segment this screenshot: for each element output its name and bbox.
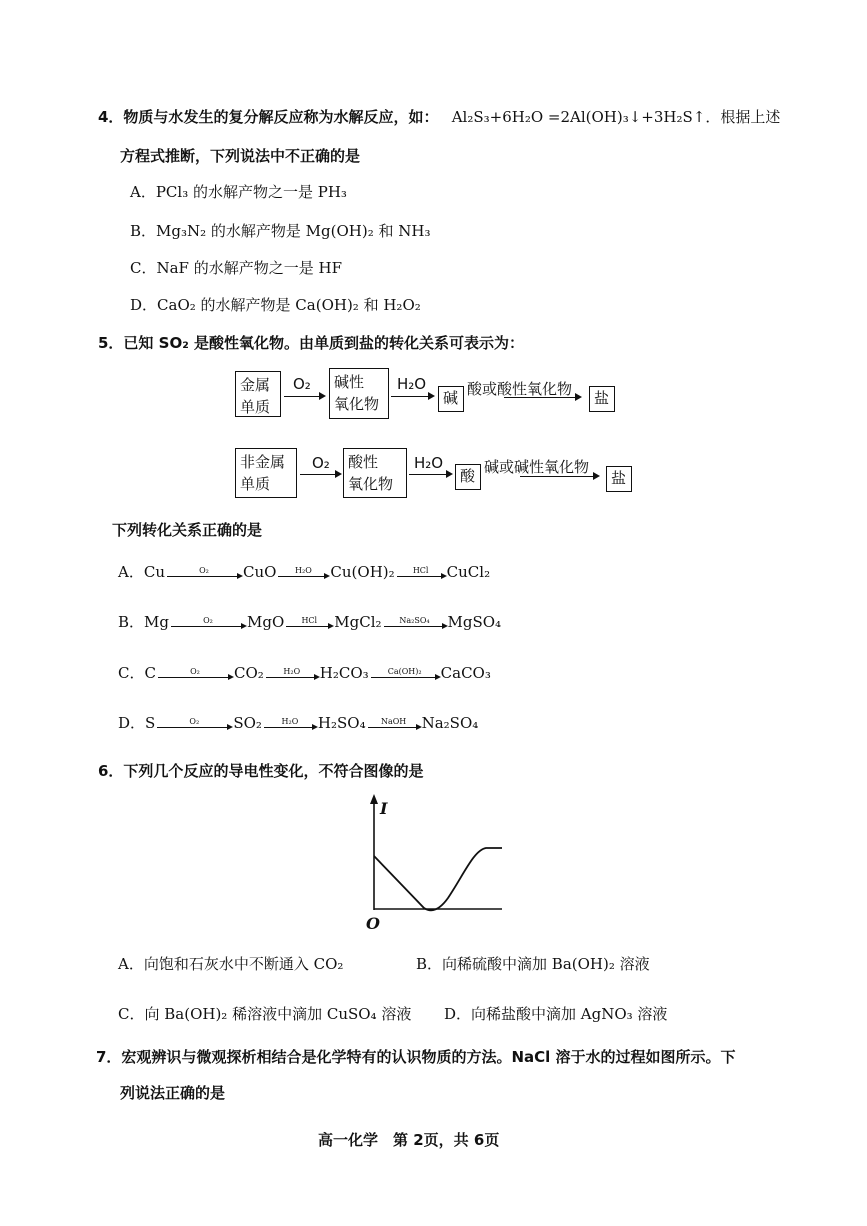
q5-option-c[interactable]: C． C O₂ CO₂ H₂O H₂CO₃ Ca(OH)₂ CaCO₃ xyxy=(118,663,491,682)
q5-prompt: 下列转化关系正确的是 xyxy=(112,521,263,539)
row1-box-base: 碱 xyxy=(438,386,464,412)
reaction-arrow: O₂ xyxy=(171,616,245,627)
q6-option-b[interactable]: B．向稀硫酸中滴加 Ba(OH)₂ 溶液 xyxy=(416,955,650,973)
reaction-arrow: HCl xyxy=(397,566,445,577)
q7-stem: 7．宏观辨识与微观探析相结合是化学特有的认识物质的方法。NaCl 溶于水的过程如图所示。下 xyxy=(96,1048,736,1066)
row1-arrow-2 xyxy=(391,396,433,397)
q5-option-d[interactable]: D． S O₂ SO₂ H₂O H₂SO₄ NaOH Na₂SO₄ xyxy=(118,713,479,732)
row2-arrow-3 xyxy=(520,476,598,477)
row1-box-salt: 盐 xyxy=(589,386,615,412)
y-axis-arrow-icon xyxy=(370,794,378,804)
reaction-arrow: H₂O xyxy=(264,717,316,728)
y-axis-label: I xyxy=(380,799,388,818)
q7-stem-line2: 列说法正确的是 xyxy=(120,1084,226,1102)
reaction-arrow: H₂O xyxy=(278,566,328,577)
conductivity-graph xyxy=(360,790,520,935)
reaction-arrow: O₂ xyxy=(158,667,232,678)
q5-option-b[interactable]: B． Mg O₂ MgO HCl MgCl₂ Na₂SO₄ MgSO₄ xyxy=(118,612,502,631)
row2-arrow-1 xyxy=(300,474,340,475)
q4-equation: Al₂S₃+6H₂O =2Al(OH)₃↓+3H₂S↑．根据上述 xyxy=(451,108,781,126)
reaction-arrow: H₂O xyxy=(266,667,318,678)
q4-option-d[interactable]: D．CaO₂ 的水解产物是 Ca(OH)₂ 和 H₂O₂ xyxy=(130,296,421,314)
reaction-arrow: O₂ xyxy=(167,566,241,577)
origin-label: O xyxy=(366,914,380,933)
q4-stem: 4．物质与水发生的复分解反应称为水解反应，如： Al₂S₃+6H₂O =2Al(OH)₃↓+3H₂S↑．根据上述 xyxy=(98,108,781,126)
q4-option-a[interactable]: A．PCl₃ 的水解产物之一是 PH₃ xyxy=(130,183,347,201)
q6-option-d[interactable]: D．向稀盐酸中滴加 AgNO₃ 溶液 xyxy=(444,1005,668,1023)
row2-box-acidic-oxide: 酸性 氧化物 xyxy=(343,448,407,498)
q6-stem: 6．下列几个反应的导电性变化，不符合图像的是 xyxy=(98,762,424,780)
reaction-arrow: O₂ xyxy=(157,717,231,728)
q4-option-b[interactable]: B．Mg₃N₂ 的水解产物是 Mg(OH)₂ 和 NH₃ xyxy=(130,222,431,240)
row1-box-metal: 金属 单质 xyxy=(235,371,281,417)
row2-box-nonmetal: 非金属 单质 xyxy=(235,448,297,498)
page-footer: 高一化学 第 2页，共 6页 xyxy=(318,1131,500,1149)
reaction-arrow: Na₂SO₄ xyxy=(384,616,446,627)
row1-box-basic-oxide: 碱性 氧化物 xyxy=(329,368,389,419)
reaction-arrow: Ca(OH)₂ xyxy=(371,667,439,678)
q6-option-c[interactable]: C．向 Ba(OH)₂ 稀溶液中滴加 CuSO₄ 溶液 xyxy=(118,1005,412,1023)
q6-option-a[interactable]: A．向饱和石灰水中不断通入 CO₂ xyxy=(118,955,344,973)
q5-option-a[interactable]: A． Cu O₂ CuO H₂O Cu(OH)₂ HCl CuCl₂ xyxy=(118,562,491,581)
row2-box-acid: 酸 xyxy=(455,464,481,490)
row1-arrow-1 xyxy=(284,396,324,397)
reaction-arrow: HCl xyxy=(286,616,332,627)
q4-option-c[interactable]: C．NaF 的水解产物之一是 HF xyxy=(130,259,342,277)
row2-arrow-2 xyxy=(409,474,451,475)
q4-stem-line2: 方程式推断，下列说法中不正确的是 xyxy=(120,147,361,165)
conductivity-curve xyxy=(374,848,502,910)
row1-arrow-3 xyxy=(504,397,580,398)
row2-box-salt: 盐 xyxy=(606,466,632,492)
reaction-arrow: NaOH xyxy=(368,717,420,728)
q5-stem: 5．已知 SO₂ 是酸性氧化物。由单质到盐的转化关系可表示为： xyxy=(98,334,525,352)
